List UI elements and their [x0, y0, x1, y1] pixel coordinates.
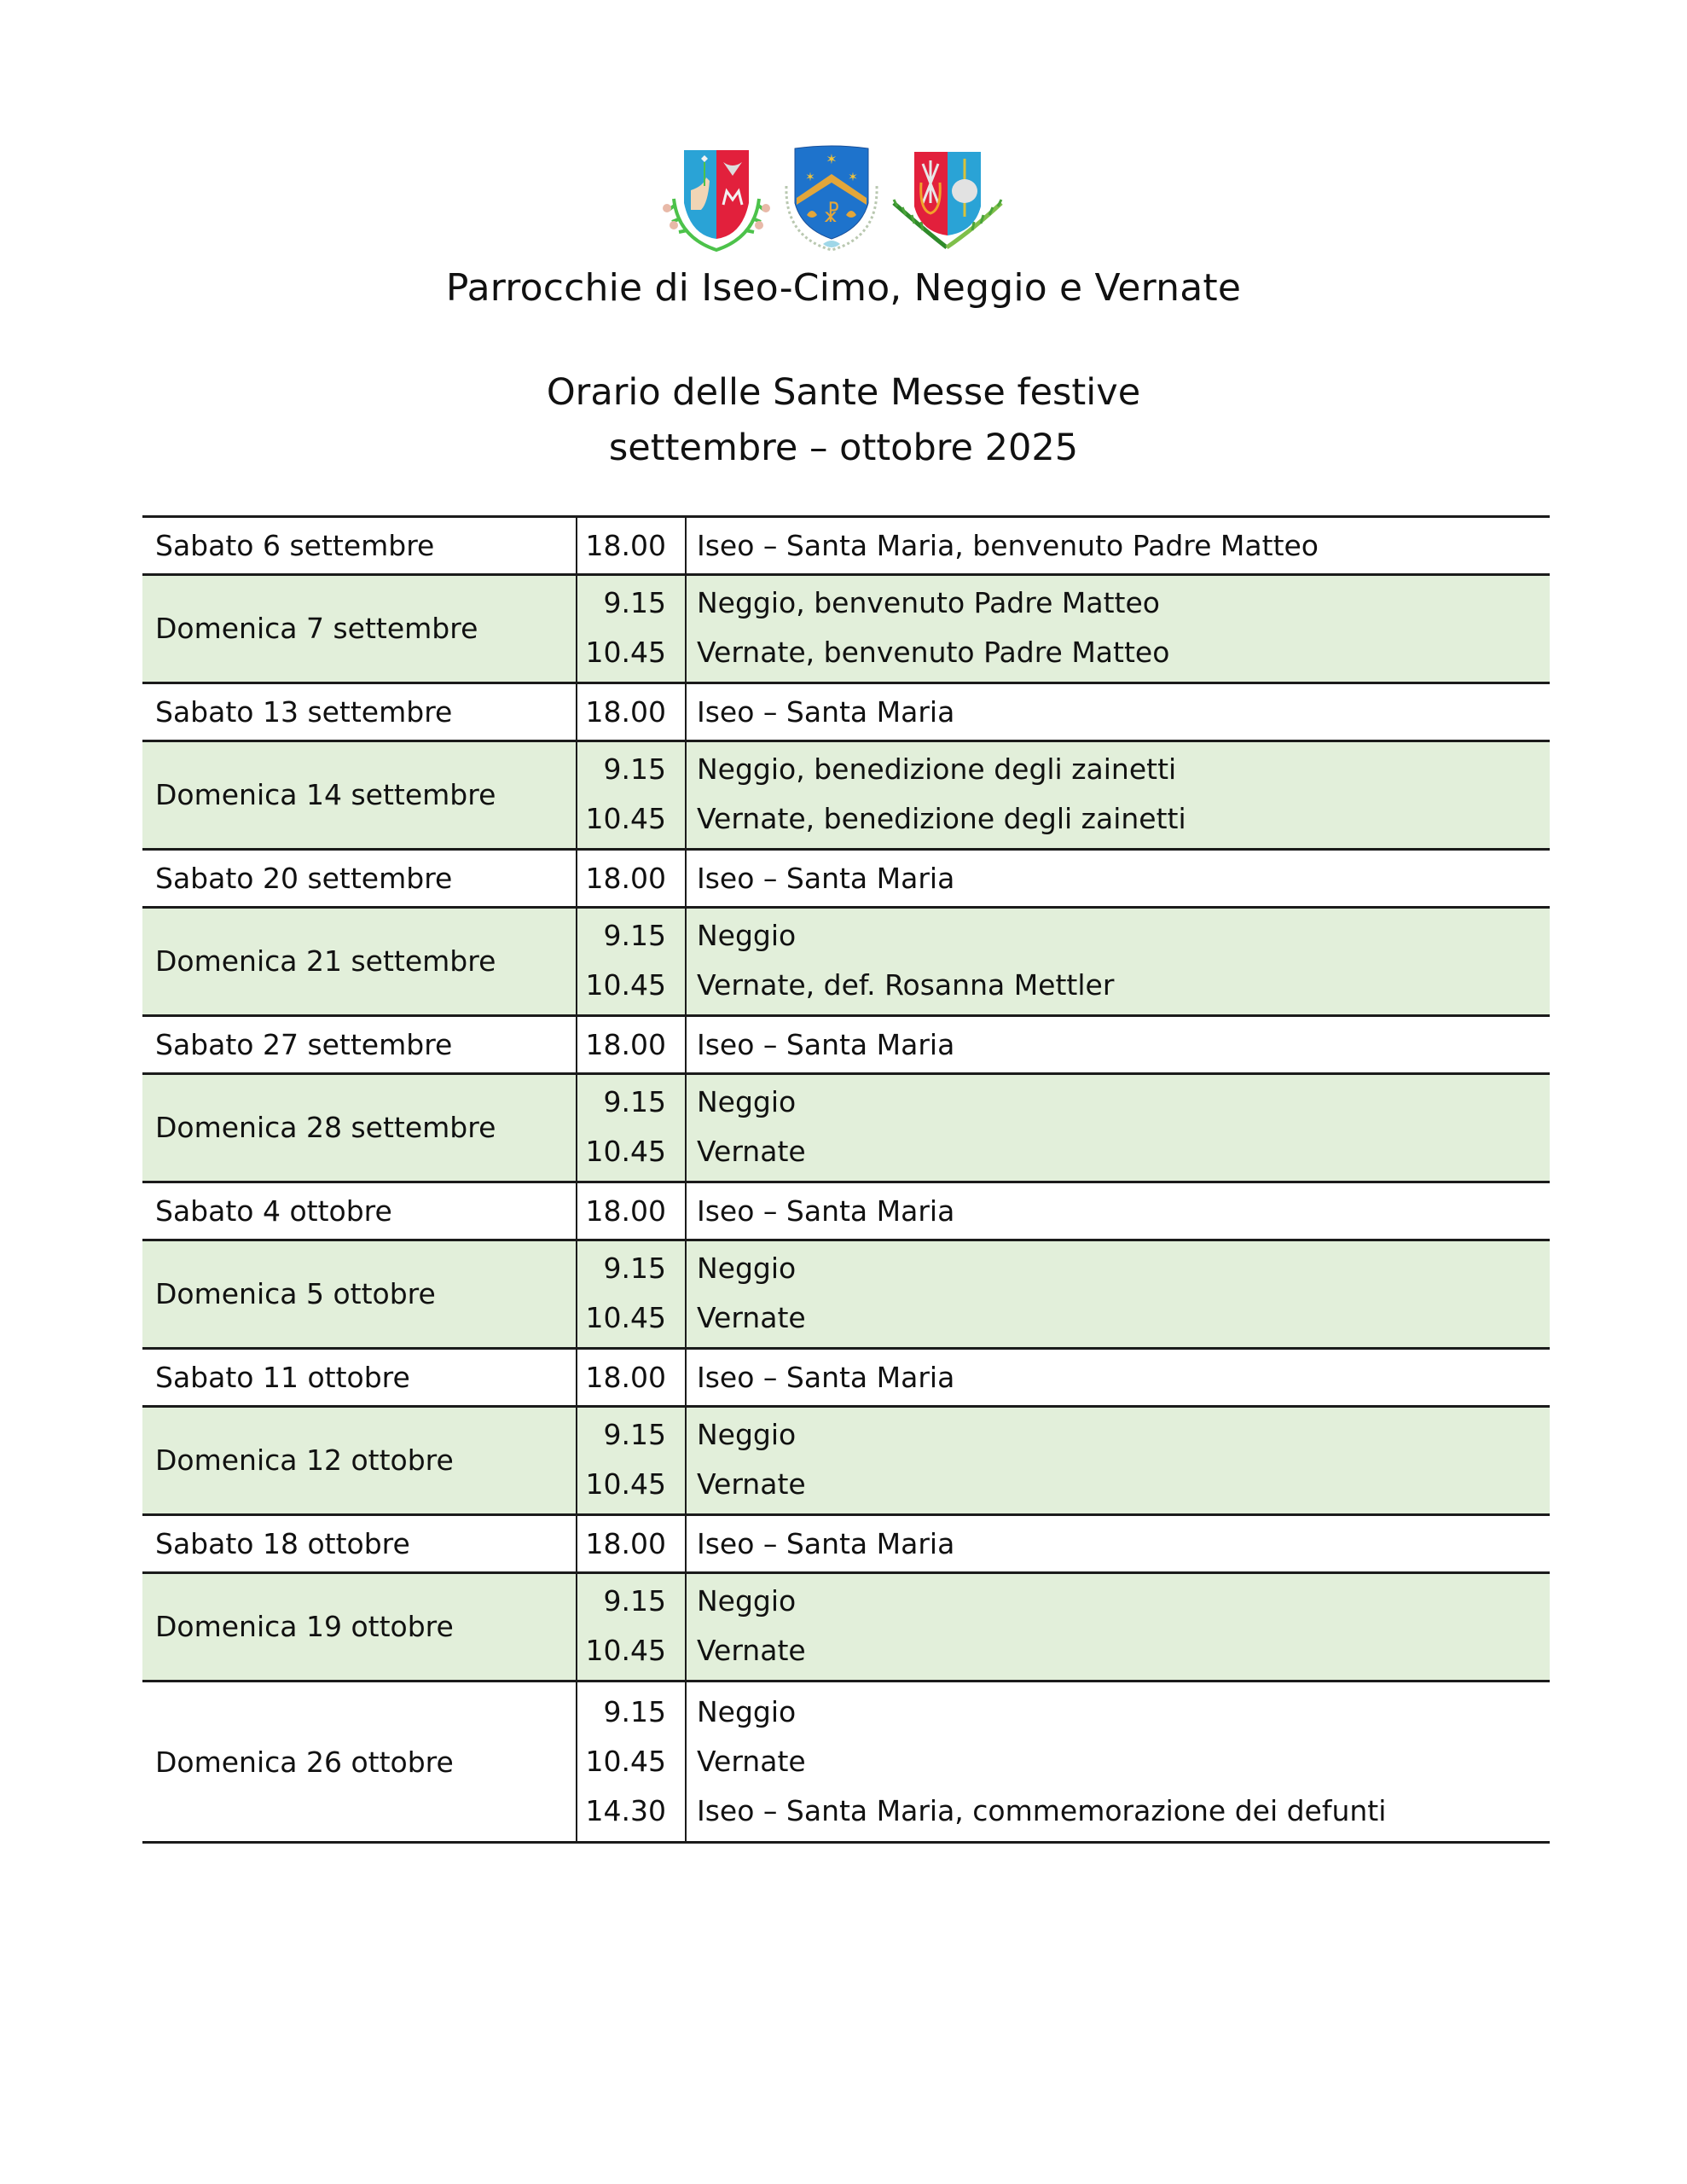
mass-time: 14.30: [585, 1794, 666, 1827]
mass-location: Neggio: [697, 1584, 797, 1618]
mass-time: 10.45: [585, 1467, 666, 1501]
time-cell: [577, 1182, 686, 1240]
schedule-row: [142, 575, 1550, 683]
mass-time: 10.45: [585, 968, 666, 1002]
time-cell: [577, 1074, 686, 1182]
mass-location: Neggio: [697, 1695, 797, 1728]
schedule-row: [142, 741, 1550, 850]
svg-text:✶: ✶: [805, 171, 815, 184]
schedule-row: [142, 1515, 1550, 1573]
mass-location: Iseo – Santa Maria: [697, 1194, 955, 1228]
schedule-row: [142, 1240, 1550, 1349]
time-cell: [577, 1240, 686, 1349]
mass-location: Neggio: [697, 1252, 797, 1285]
mass-location: Iseo – Santa Maria: [697, 862, 955, 895]
mass-time: 18.00: [585, 1194, 666, 1228]
date-cell: Domenica 19 ottobre: [142, 1573, 577, 1682]
mass-time: 9.15: [603, 586, 666, 619]
mass-time: 9.15: [603, 752, 666, 786]
place-cell: [686, 1074, 1550, 1182]
date-cell: Domenica 7 settembre: [142, 575, 577, 683]
svg-text:✶: ✶: [848, 171, 858, 184]
mass-location: Iseo – Santa Maria: [697, 1361, 955, 1394]
time-cell: [577, 1349, 686, 1407]
place-cell: [686, 850, 1550, 908]
place-cell: [686, 908, 1550, 1016]
time-cell: [577, 575, 686, 683]
time-cell: [577, 741, 686, 850]
schedule-row: [142, 517, 1550, 575]
schedule-row: [142, 1407, 1550, 1515]
iseo-cimo-coat-of-arms-icon: [657, 143, 776, 254]
schedule-row: [142, 683, 1550, 741]
mass-time: 9.15: [603, 1584, 666, 1618]
neggio-coat-of-arms-icon: [776, 143, 887, 254]
mass-time: 9.15: [603, 1418, 666, 1451]
place-cell: [686, 1682, 1550, 1843]
place-cell: [686, 1573, 1550, 1682]
schedule-body: [142, 517, 1550, 1843]
place-cell: [686, 517, 1550, 575]
place-cell: [686, 1016, 1550, 1074]
time-cell: [577, 850, 686, 908]
date-cell: Domenica 28 settembre: [142, 1074, 577, 1182]
place-cell: [686, 1407, 1550, 1515]
mass-time: 10.45: [585, 1745, 666, 1778]
mass-time: 9.15: [603, 1085, 666, 1118]
mass-location: Neggio: [697, 1418, 797, 1451]
mass-time: 9.15: [603, 919, 666, 952]
mass-location: Vernate: [697, 1745, 806, 1778]
mass-location: Neggio, benvenuto Padre Matteo: [697, 586, 1160, 619]
place-cell: [686, 1240, 1550, 1349]
schedule-row: [142, 1573, 1550, 1682]
date-cell: Domenica 21 settembre: [142, 908, 577, 1016]
mass-time: 18.00: [585, 1028, 666, 1061]
date-cell: Sabato 13 settembre: [155, 695, 453, 729]
schedule-row: [142, 1074, 1550, 1182]
mass-time: 18.00: [585, 862, 666, 895]
schedule-row: [142, 908, 1550, 1016]
mass-location: Vernate: [697, 1634, 806, 1667]
subtitle-line-2: settembre – ottobre 2025: [608, 427, 1079, 469]
schedule-row: [142, 1682, 1550, 1843]
place-cell: [686, 741, 1550, 850]
mass-location: Iseo – Santa Maria, benvenuto Padre Matteo: [697, 529, 1319, 562]
date-cell: Sabato 4 ottobre: [155, 1194, 392, 1228]
time-cell: [577, 1515, 686, 1573]
mass-location: Vernate: [697, 1135, 806, 1168]
date-cell: Sabato 11 ottobre: [155, 1361, 410, 1394]
mass-location: Vernate: [697, 1467, 806, 1501]
time-cell: [577, 517, 686, 575]
mass-location: Neggio: [697, 1085, 797, 1118]
date-cell: Domenica 5 ottobre: [142, 1240, 577, 1349]
mass-time: 18.00: [585, 1527, 666, 1560]
place-cell: [686, 1349, 1550, 1407]
mass-time: 18.00: [585, 529, 666, 562]
mass-location: Neggio, benedizione degli zainetti: [697, 752, 1177, 786]
mass-time: 9.15: [603, 1252, 666, 1285]
date-cell: Sabato 27 settembre: [155, 1028, 453, 1061]
mass-location: Iseo – Santa Maria: [697, 1527, 955, 1560]
mass-location: Vernate, benvenuto Padre Matteo: [697, 636, 1170, 669]
svg-text:☧: ☧: [822, 202, 841, 228]
mass-time: 10.45: [585, 1634, 666, 1667]
time-cell: [577, 1573, 686, 1682]
place-cell: [686, 1182, 1550, 1240]
mass-time: 10.45: [585, 802, 666, 835]
place-cell: [686, 683, 1550, 741]
date-cell: Domenica 12 ottobre: [142, 1407, 577, 1515]
schedule-row: [142, 850, 1550, 908]
date-cell: Sabato 18 ottobre: [155, 1527, 410, 1560]
mass-time: 10.45: [585, 636, 666, 669]
mass-location: Vernate, benedizione degli zainetti: [697, 802, 1186, 835]
mass-schedule-table: [142, 515, 1550, 1844]
mass-location: Vernate: [697, 1301, 806, 1334]
date-cell: Domenica 26 ottobre: [155, 1745, 454, 1779]
mass-location: Iseo – Santa Maria: [697, 1028, 955, 1061]
mass-time: 18.00: [585, 1361, 666, 1394]
mass-location: Vernate, def. Rosanna Mettler: [697, 968, 1115, 1002]
time-cell: [577, 908, 686, 1016]
time-cell: [577, 683, 686, 741]
mass-time: 10.45: [585, 1135, 666, 1168]
svg-text:✶: ✶: [826, 151, 838, 167]
place-cell: [686, 1515, 1550, 1573]
date-cell: Sabato 6 settembre: [155, 529, 435, 562]
date-cell: Sabato 20 settembre: [155, 862, 453, 895]
schedule-subtitle: [0, 365, 1687, 476]
time-cell: [577, 1407, 686, 1515]
mass-location: Iseo – Santa Maria, commemorazione dei defunti: [697, 1794, 1387, 1827]
coats-of-arms: [657, 143, 1006, 254]
subtitle-line-1: Orario delle Sante Messe festive: [546, 371, 1141, 414]
vernate-coat-of-arms-icon: [889, 143, 1006, 254]
mass-time: 18.00: [585, 695, 666, 729]
time-cell: [577, 1682, 686, 1843]
parish-title: Parrocchie di Iseo-Cimo, Neggio e Vernate: [445, 266, 1242, 310]
mass-location: Iseo – Santa Maria: [697, 695, 955, 729]
mass-location: Neggio: [697, 919, 797, 952]
schedule-row: [142, 1349, 1550, 1407]
mass-time: 9.15: [603, 1695, 666, 1728]
date-cell: Domenica 14 settembre: [142, 741, 577, 850]
mass-time: 10.45: [585, 1301, 666, 1334]
place-cell: [686, 575, 1550, 683]
time-cell: [577, 1016, 686, 1074]
schedule-row: [142, 1182, 1550, 1240]
schedule-row: [142, 1016, 1550, 1074]
